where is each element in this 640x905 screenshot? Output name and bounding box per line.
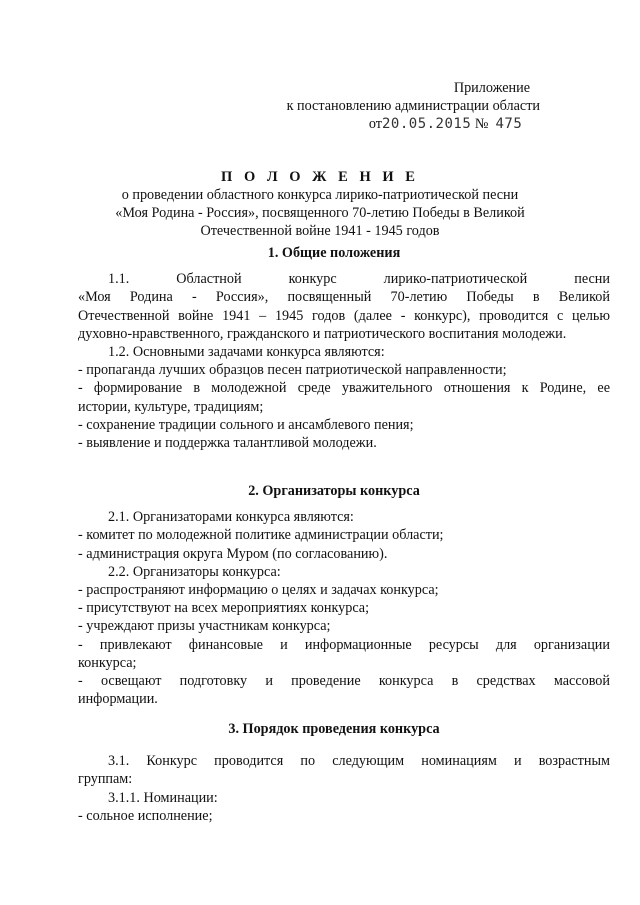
section-2-org-1: - комитет по молодежной политике администрации области;: [78, 527, 444, 544]
title-subline-2: «Моя Родина - Россия», посвященного 70-летию Победы в Великой: [115, 205, 525, 222]
section-2-duty-5: - освещают подготовку и проведение конкурса в средствах массовой: [78, 673, 610, 690]
section-1-p1-line1: 1.1. Областной конкурс лирико-патриотической песни: [108, 271, 610, 288]
section-2-p2: 2.2. Организаторы конкурса:: [108, 563, 281, 580]
title-subline-1: о проведении областного конкурса лирико-патриотической песни: [121, 187, 519, 204]
number-sign: №: [474, 116, 489, 133]
decree-date-number: [287, 115, 540, 133]
section-2-duty-2: - присутствуют на всех мероприятиях конкурса;: [78, 600, 370, 617]
decree-number: 475: [495, 116, 523, 133]
decree-date: 20.05.2015: [381, 116, 472, 133]
section-1-item-4: - выявление и поддержка талантливой молодежи.: [78, 435, 377, 452]
section-3-p1-line1: 3.1. Конкурс проводится по следующим номинациям и возрастным: [108, 753, 610, 770]
section-1-p1-line3: Отечественной войне 1941 – 1945 годов (далее - конкурс), проводится с целью: [78, 307, 610, 324]
section-1-item-3: - сохранение традиции сольного и ансамблевого пения;: [78, 416, 414, 433]
date-prefix: от: [368, 116, 382, 133]
title-subline-3: Отечественной войне 1941 - 1945 годов: [200, 223, 440, 240]
section-2-org-2: - администрация округа Муром (по согласованию).: [78, 545, 388, 562]
section-1-item-2: - формирование в молодежной среде уважительного отношения к Родине, ее: [78, 380, 610, 397]
section-3-item-1: - сольное исполнение;: [78, 807, 213, 824]
section-1-p2: 1.2. Основными задачами конкурса являются:: [108, 344, 385, 361]
section-2-duty-5-cont: информации.: [78, 691, 158, 708]
section-2: [78, 482, 610, 708]
section-1-p1-line2: «Моя Родина - Россия», посвященный 70-летию Победы в Великой: [78, 289, 610, 306]
section-2-duty-3: - учреждают призы участникам конкурса;: [78, 618, 331, 635]
section-1-heading: 1. Общие положения: [267, 245, 401, 261]
section-1: [78, 244, 610, 452]
section-1-p1-line4: духовно-нравственного, гражданского и патриотического воспитания молодежи.: [78, 325, 567, 342]
section-2-duty-4: - привлекают финансовые и информационные ресурсы для организации: [78, 636, 610, 653]
document-title: П О Л О Ж Е Н И Е: [221, 169, 419, 185]
document-title-block: [0, 168, 640, 240]
appendix-reference: к постановлению администрации области: [286, 98, 540, 115]
appendix-label: Приложение: [453, 80, 530, 96]
section-1-item-2-cont: истории, культуре, традициям;: [78, 398, 264, 415]
section-3-heading: 3. Порядок проведения конкурса: [228, 721, 440, 737]
section-3-p1-line2: группам:: [78, 771, 133, 788]
section-2-p1: 2.1. Организаторами конкурса являются:: [108, 509, 354, 526]
section-2-heading: 2. Организаторы конкурса: [248, 483, 420, 499]
section-3-p2: 3.1.1. Номинации:: [108, 789, 218, 806]
section-1-item-1: - пропаганда лучших образцов песен патриотической направленности;: [78, 362, 507, 379]
section-3: [78, 720, 610, 825]
section-2-duty-4-cont: конкурса;: [78, 654, 137, 671]
appendix-header: [287, 79, 540, 134]
section-2-duty-1: - распространяют информацию о целях и задачах конкурса;: [78, 582, 439, 599]
